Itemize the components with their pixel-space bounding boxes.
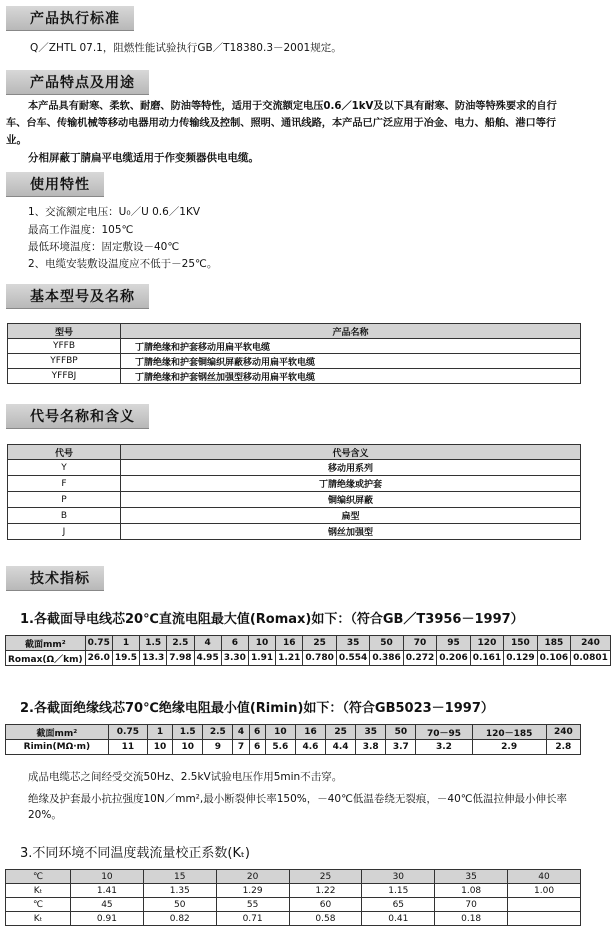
section-header-models: 基本型号及名称	[6, 284, 149, 309]
table-header-cell: 16	[276, 636, 303, 651]
table-row	[8, 492, 581, 508]
table-cell: 11	[108, 740, 147, 755]
codes-table	[7, 444, 581, 540]
table-cell: 15	[143, 870, 216, 884]
section-header-features: 产品特点及用途	[6, 70, 149, 95]
table-cell: 0.386	[370, 651, 403, 666]
table-cell: 0.161	[470, 651, 503, 666]
table-cell: 0.71	[216, 912, 289, 926]
table-cell: 10	[71, 870, 144, 884]
table-cell: 扁型	[121, 508, 581, 524]
table-cell: 0.41	[362, 912, 435, 926]
table-cell: 55	[216, 898, 289, 912]
table-cell: 35	[435, 870, 508, 884]
table-cell: YFFBP	[8, 354, 121, 369]
table-cell: 3.8	[356, 740, 386, 755]
table-cell: 65	[362, 898, 435, 912]
table-cell: 4.95	[194, 651, 221, 666]
table-cell: 1.21	[276, 651, 303, 666]
table-header-cell: 代号含义	[121, 445, 581, 460]
table-cell: 0.82	[143, 912, 216, 926]
table-cell: 45	[71, 898, 144, 912]
table-cell: Kₜ	[6, 912, 71, 926]
table-header-cell: 1.5	[140, 636, 167, 651]
usage-line-2: 最高工作温度：105℃	[28, 224, 134, 236]
table-cell: 0.106	[537, 651, 570, 666]
usage-line-4: 2、电缆安装敷设温度应不低于－25℃。	[28, 258, 218, 270]
table-row	[6, 870, 581, 884]
table-cell: Rimin(MΩ·m)	[6, 740, 109, 755]
table-cell: 钢丝加强型	[121, 524, 581, 540]
table-cell: 40	[508, 870, 581, 884]
table-row	[6, 740, 581, 755]
table-header-cell: 25	[326, 725, 356, 740]
table-header-cell: 6	[221, 636, 248, 651]
table-cell: 13.3	[140, 651, 167, 666]
table-header-cell: 120－185	[472, 725, 546, 740]
table-row	[8, 369, 581, 384]
table-cell: Kₜ	[6, 884, 71, 898]
table-header-cell: 0.75	[108, 725, 147, 740]
table-cell: J	[8, 524, 121, 540]
table-cell: 25	[289, 870, 362, 884]
table-cell: ℃	[6, 898, 71, 912]
table-cell: Y	[8, 460, 121, 476]
table-cell: 1.15	[362, 884, 435, 898]
table-header-cell: 型号	[8, 324, 121, 339]
table-row	[6, 884, 581, 898]
table-row	[8, 354, 581, 369]
table-header-cell: 10	[248, 636, 275, 651]
table-header-cell: 95	[437, 636, 470, 651]
table-header-cell: 16	[295, 725, 325, 740]
table-cell: B	[8, 508, 121, 524]
table-cell: 30	[362, 870, 435, 884]
table-cell: 铜编织屏蔽	[121, 492, 581, 508]
features-line-1: 本产品具有耐寒、柔软、耐磨、防油等特性，适用于交流额定电压0.6／1kV及以下具有耐寒、防油等特殊要求的自行	[28, 101, 557, 112]
table-cell: YFFBJ	[8, 369, 121, 384]
table-header-cell: 185	[537, 636, 570, 651]
features-line-3: 业。	[6, 134, 27, 146]
table-cell	[508, 898, 581, 912]
insulation-table-title: 2.各截面绝缘线芯70℃绝缘电阻最小值(Rimin)如下：（符合GB5023－1997）	[20, 701, 494, 716]
table-header-row	[6, 725, 581, 740]
table-cell: 丁腈绝缘和护套移动用扁平软电缆	[121, 339, 581, 354]
table-cell: 0.91	[71, 912, 144, 926]
table-cell: 3.2	[416, 740, 472, 755]
table-row	[8, 339, 581, 354]
table-header-cell: 240	[571, 636, 611, 651]
table-cell: 5.6	[265, 740, 295, 755]
table-header-cell: 1	[112, 636, 139, 651]
table-cell: 0.780	[303, 651, 336, 666]
table-row	[8, 476, 581, 492]
table-cell: 1.91	[248, 651, 275, 666]
table-cell: 70	[435, 898, 508, 912]
standard-text: Q／ZHTL 07.1，阻燃性能试验执行GB／T18380.3－2001规定。	[30, 42, 342, 54]
section-header-codes: 代号名称和含义	[6, 404, 149, 429]
table-header-cell: 1	[147, 725, 172, 740]
table-header-cell: 25	[303, 636, 336, 651]
table-cell: 9	[203, 740, 233, 755]
table-header-cell: 4	[233, 725, 249, 740]
table-cell: 1.22	[289, 884, 362, 898]
table-header-cell: 4	[194, 636, 221, 651]
table-row	[6, 912, 581, 926]
table-cell: 0.272	[403, 651, 436, 666]
note-tensile: 绝缘及护套最小抗拉强度10N／mm²,最小断裂伸长率150%，－40℃低温卷绕无裂痕，－40℃低温拉伸最小伸长率20%。	[28, 793, 568, 821]
resistance-table	[5, 635, 611, 666]
table-cell: 26.0	[85, 651, 112, 666]
table-header-row	[6, 636, 611, 651]
table-header-row	[8, 445, 581, 460]
table-cell: 10	[173, 740, 203, 755]
table-header-cell: 6	[249, 725, 265, 740]
table-cell: 丁腈绝缘和护套铜编织屏蔽移动用扁平软电缆	[121, 354, 581, 369]
table-cell: 0.18	[435, 912, 508, 926]
table-cell: 1.08	[435, 884, 508, 898]
section-header-standard: 产品执行标准	[6, 6, 134, 31]
table-header-cell: 代号	[8, 445, 121, 460]
table-header-cell: 150	[504, 636, 537, 651]
table-header-cell: 35	[336, 636, 369, 651]
section-header-tech: 技术指标	[6, 566, 104, 591]
table-header-cell: 产品名称	[121, 324, 581, 339]
table-cell: 0.554	[336, 651, 369, 666]
table-header-cell: 50	[386, 725, 416, 740]
correction-table	[5, 869, 581, 926]
correction-table-title: 3.不同环境不同温度载流量校正系数(Kₜ)	[20, 846, 250, 861]
table-cell: 3.30	[221, 651, 248, 666]
table-cell: 0.206	[437, 651, 470, 666]
table-header-row	[8, 324, 581, 339]
table-cell: 4.4	[326, 740, 356, 755]
table-cell: 20	[216, 870, 289, 884]
table-row	[8, 524, 581, 540]
table-cell: 7.98	[167, 651, 194, 666]
table-header-cell: 240	[546, 725, 580, 740]
table-cell: 1.00	[508, 884, 581, 898]
table-cell: 丁腈绝缘或护套	[121, 476, 581, 492]
table-cell: 移动用系列	[121, 460, 581, 476]
table-header-cell: 70－95	[416, 725, 472, 740]
table-cell: 2.8	[546, 740, 580, 755]
table-row	[8, 460, 581, 476]
table-header-cell: 0.75	[85, 636, 112, 651]
table-cell: 0.129	[504, 651, 537, 666]
table-cell: 50	[143, 898, 216, 912]
table-header-cell: 120	[470, 636, 503, 651]
table-cell: 1.41	[71, 884, 144, 898]
table-cell: 4.6	[295, 740, 325, 755]
note-voltage-test: 成品电缆芯之间经受交流50Hz、2.5kV试验电压作用5min不击穿。	[28, 771, 343, 783]
table-cell: ℃	[6, 870, 71, 884]
table-header-cell: 35	[356, 725, 386, 740]
table-header-cell: 2.5	[203, 725, 233, 740]
table-header-cell: 10	[265, 725, 295, 740]
table-cell: 丁腈绝缘和护套钢丝加强型移动用扁平软电缆	[121, 369, 581, 384]
table-cell: F	[8, 476, 121, 492]
features-line-4: 分相屏蔽丁腈扁平电缆适用于作变频器供电电缆。	[28, 152, 259, 164]
table-row	[6, 898, 581, 912]
table-cell: 1.35	[143, 884, 216, 898]
table-header-cell: 70	[403, 636, 436, 651]
table-cell: 60	[289, 898, 362, 912]
table-cell: 2.9	[472, 740, 546, 755]
usage-line-3: 最低环境温度：固定敷设－40℃	[28, 241, 180, 253]
table-cell: 7	[233, 740, 249, 755]
table-header-cell: 50	[370, 636, 403, 651]
table-cell: 3.7	[386, 740, 416, 755]
table-cell: Romax(Ω／km)	[6, 651, 86, 666]
resistance-table-title: 1.各截面导电线芯20℃直流电阻最大值(Romax)如下：（符合GB／T3956－1997）	[20, 612, 524, 627]
table-cell: 19.5	[112, 651, 139, 666]
models-table	[7, 323, 581, 384]
features-line-2: 车、台车、传输机械等移动电器用动力传输线及控制、照明、通讯线路，本产品已广泛应用于冶金、电力、船舶、港口等行	[6, 118, 557, 129]
table-cell: 6	[249, 740, 265, 755]
table-cell: YFFB	[8, 339, 121, 354]
table-header-cell: 1.5	[173, 725, 203, 740]
table-cell: 0.58	[289, 912, 362, 926]
insulation-table	[5, 724, 581, 755]
table-row	[6, 651, 611, 666]
table-cell: 1.29	[216, 884, 289, 898]
table-cell: P	[8, 492, 121, 508]
table-header-cell: 截面mm²	[6, 636, 86, 651]
table-header-cell: 2.5	[167, 636, 194, 651]
table-cell: 0.0801	[571, 651, 611, 666]
table-cell: 10	[147, 740, 172, 755]
usage-line-1: 1、交流额定电压：U₀／U 0.6／1KV	[28, 206, 201, 218]
table-cell	[508, 912, 581, 926]
table-header-cell: 截面mm²	[6, 725, 109, 740]
table-row	[8, 508, 581, 524]
section-header-usage: 使用特性	[6, 172, 104, 197]
